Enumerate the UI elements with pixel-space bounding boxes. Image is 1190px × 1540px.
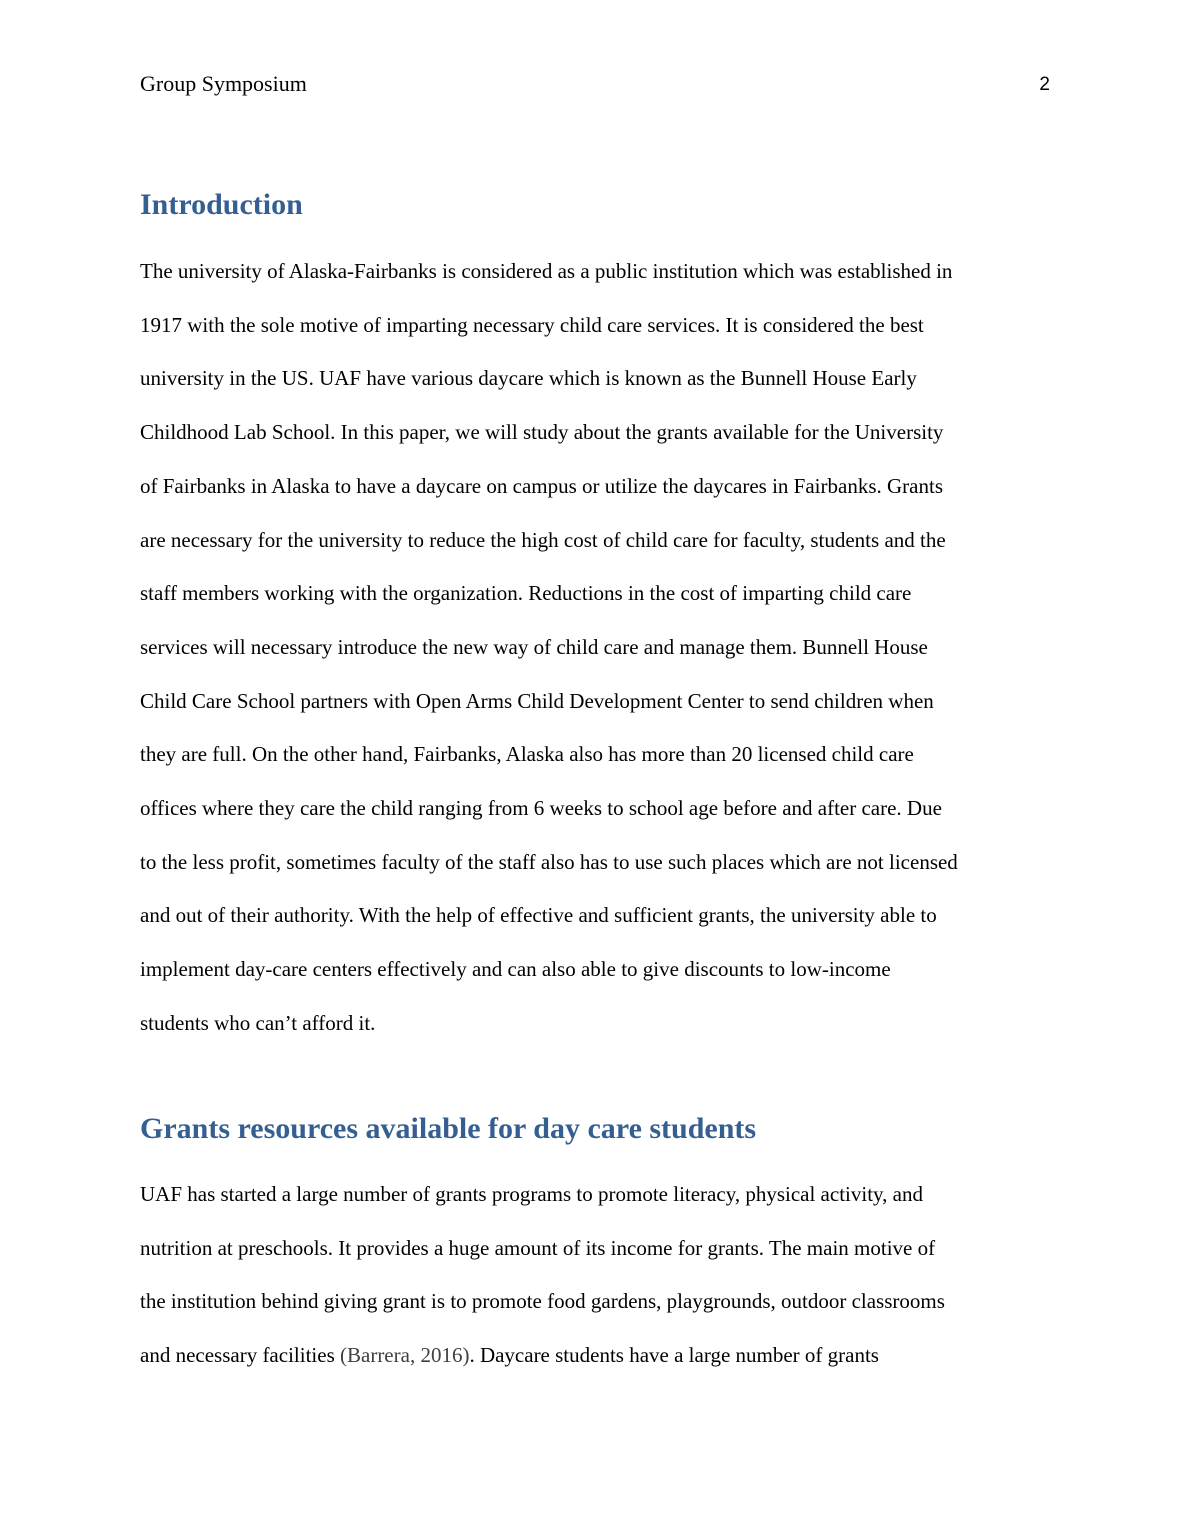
paragraph-line: and out of their authority. With the help of effective and sufficient grants, the university able to — [140, 903, 937, 928]
paragraph-line: to the less profit, sometimes faculty of the staff also has to use such places which are not licensed — [140, 849, 958, 874]
page-number: 2 — [1039, 74, 1050, 95]
paragraph-line: Child Care School partners with Open Arms Child Development Center to send children when — [140, 688, 934, 713]
running-head: Group Symposium — [140, 71, 307, 96]
paragraph-line: offices where they care the child ranging from 6 weeks to school age before and after care. Due — [140, 796, 942, 821]
line-text-before-citation: and necessary facilities — [140, 1343, 340, 1368]
citation: (Barrera, 2016) — [340, 1343, 470, 1368]
paragraph-line: they are full. On the other hand, Fairbanks, Alaska also has more than 20 licensed child care — [140, 742, 914, 767]
paragraph-line-with-citation — [140, 1329, 1055, 1383]
grants-paragraph — [140, 1168, 1055, 1383]
paragraph-line: The university of Alaska-Fairbanks is considered as a public institution which was established in — [140, 259, 953, 283]
paragraph-line: implement day-care centers effectively and can also able to give discounts to low-income — [140, 957, 891, 982]
paragraph-line: services will necessary introduce the new way of child care and manage them. Bunnell House — [140, 634, 928, 659]
line-text-after-citation: . Daycare students have a large number of grants — [469, 1343, 879, 1368]
paragraph-line: the institution behind giving grant is to promote food gardens, playgrounds, outdoor classrooms — [140, 1289, 945, 1314]
paragraph-line: university in the US. UAF have various daycare which is known as the Bunnell House Early — [140, 366, 917, 391]
paragraph-line: staff members working with the organization. Reductions in the cost of imparting child care — [140, 581, 912, 606]
paragraph-line: UAF has started a large number of grants programs to promote literacy, physical activity, and — [140, 1182, 923, 1206]
paragraph-line: 1917 with the sole motive of imparting necessary child care services. It is considered the best — [140, 312, 924, 337]
paragraph-line: students who can’t afford it. — [140, 1010, 376, 1035]
paragraph-line: of Fairbanks in Alaska to have a daycare on campus or utilize the daycares in Fairbanks. Grants — [140, 473, 943, 498]
section-heading-grants-resources: Grants resources available for day care students — [140, 1112, 757, 1145]
paragraph-line: Childhood Lab School. In this paper, we will study about the grants available for the University — [140, 420, 944, 445]
introduction-paragraph — [140, 245, 1055, 1051]
paragraph-line: nutrition at preschools. It provides a huge amount of its income for grants. The main motive of — [140, 1235, 936, 1260]
section-heading-introduction: Introduction — [140, 188, 303, 221]
paragraph-line: are necessary for the university to reduce the high cost of child care for faculty, students and the — [140, 527, 946, 552]
